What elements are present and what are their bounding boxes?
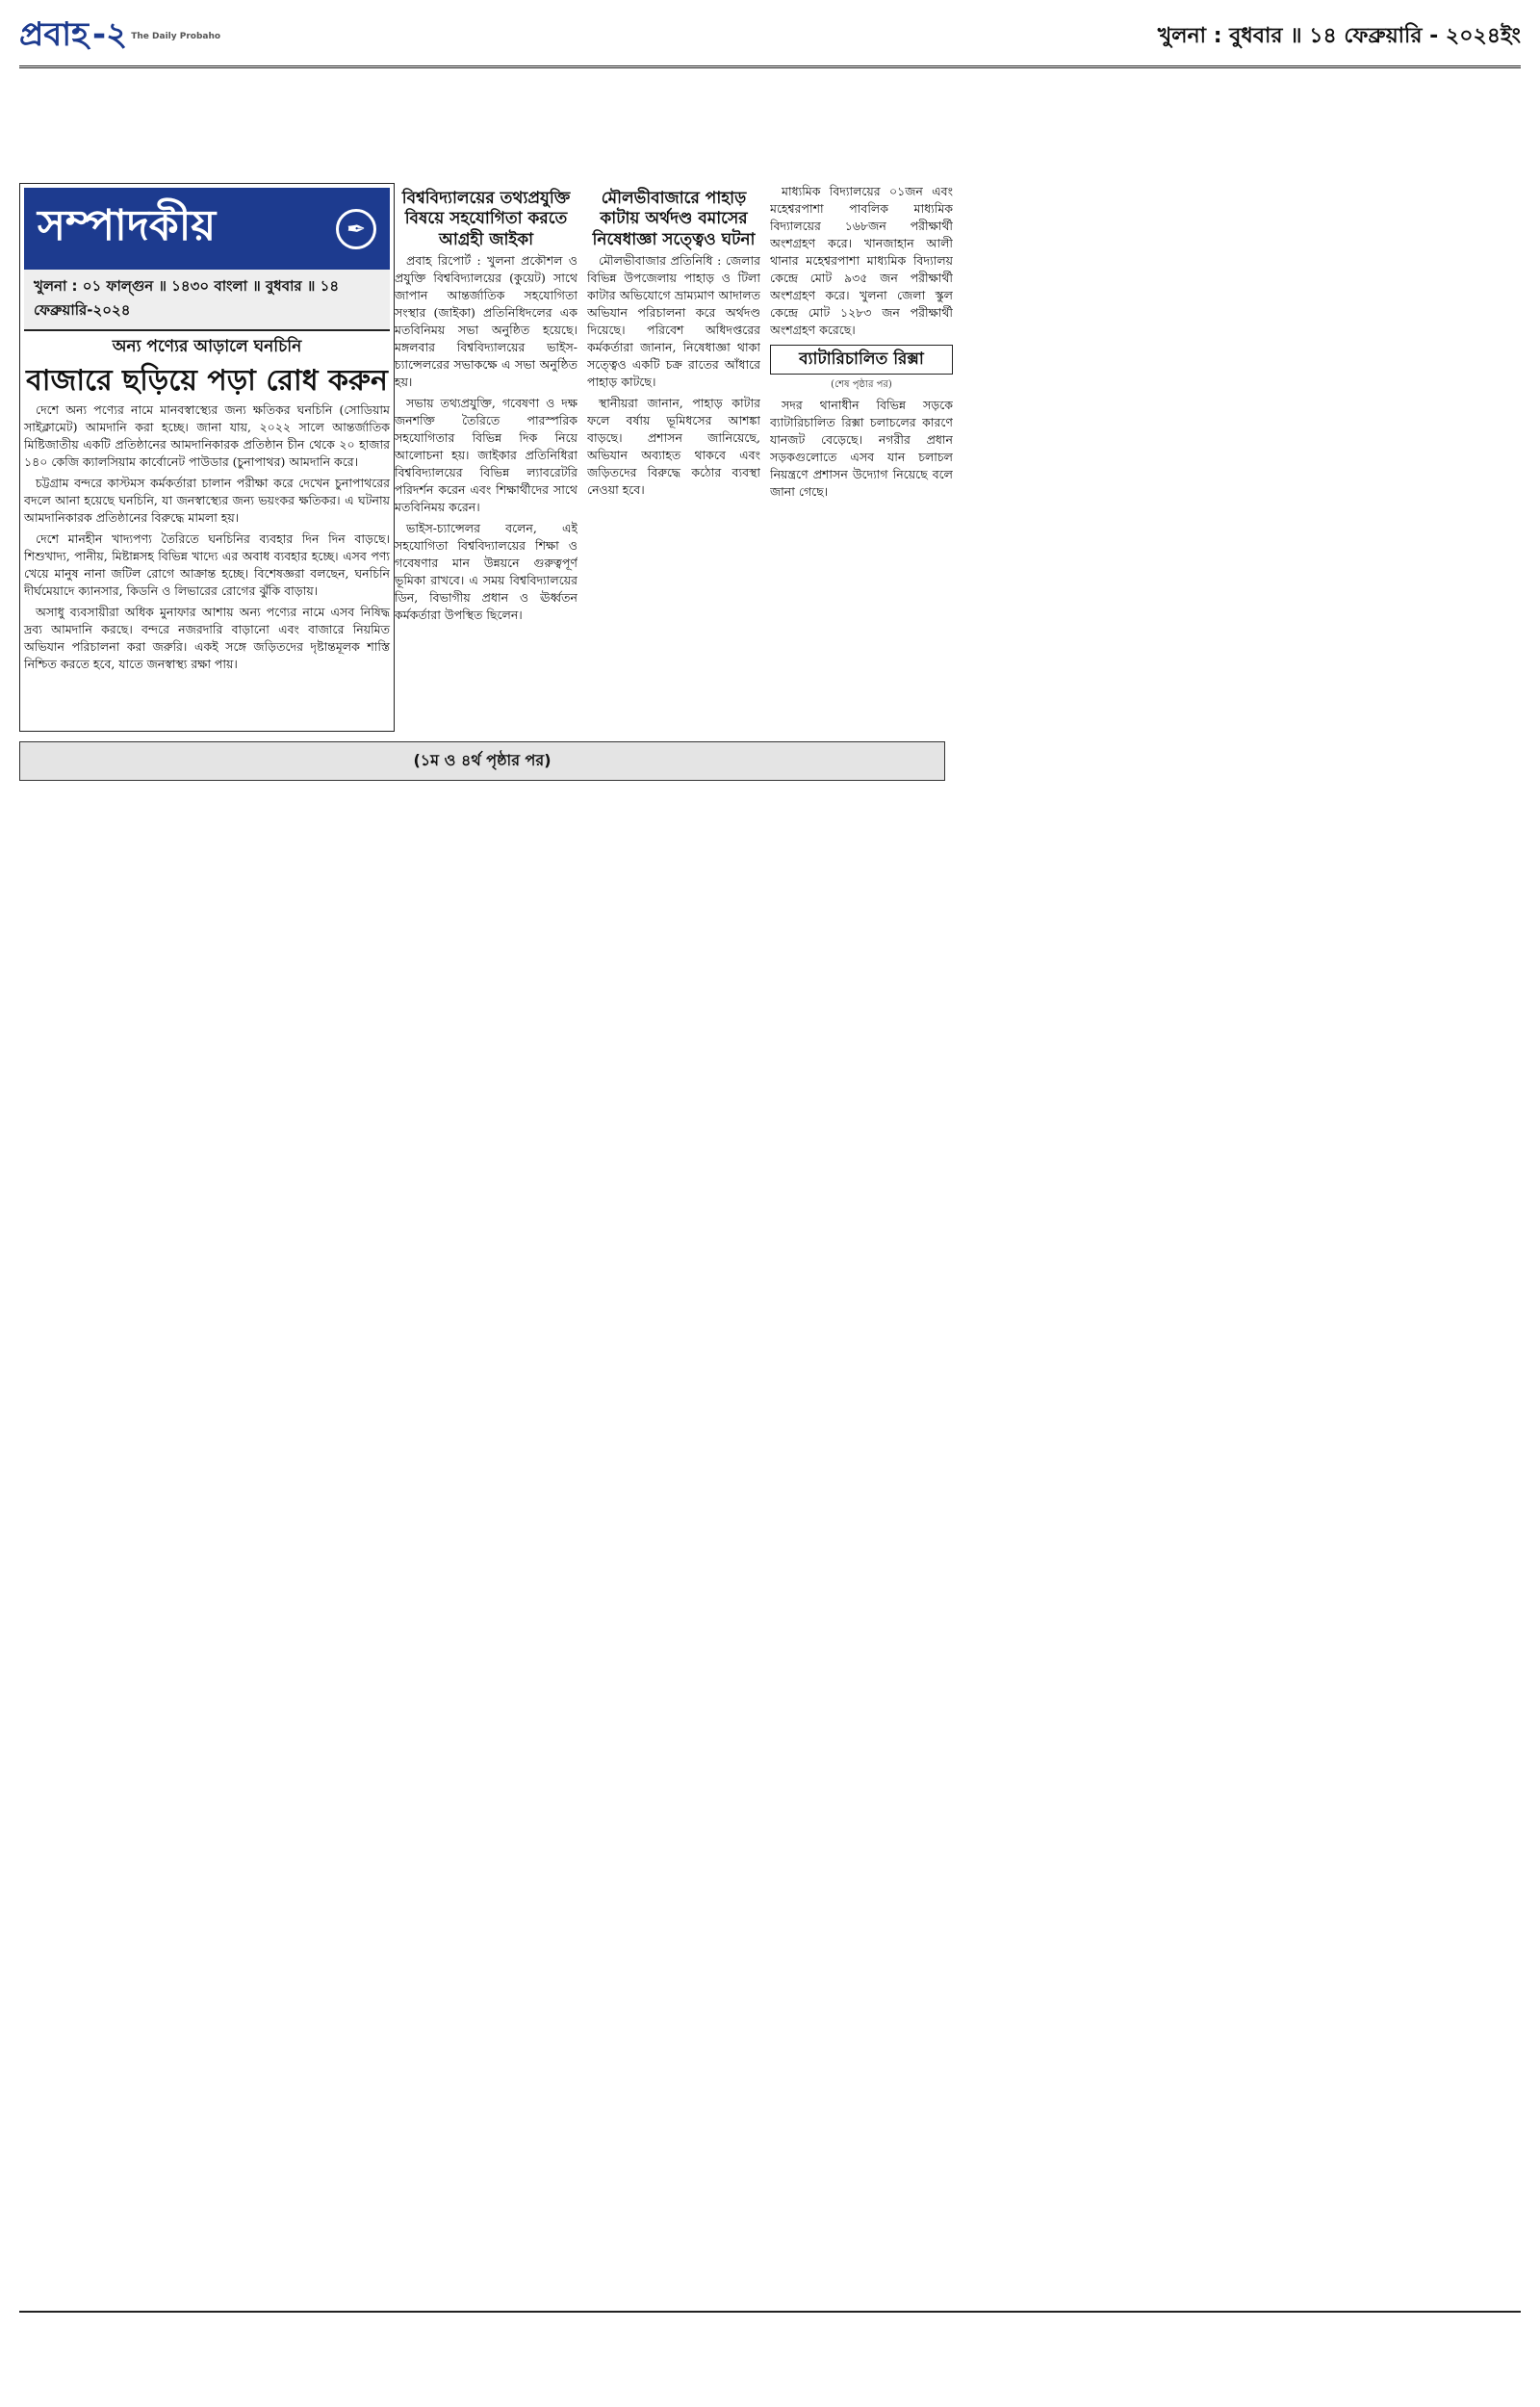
brand-logo: [19, 10, 220, 65]
paragraph: অসাধু ব্যবসায়ীরা অধিক মুনাফার আশায় অন্য পণ্যের নামে এসব নিষিদ্ধ দ্রব্য আমদানি করছে। বন্দরে নজরদারি বাড়ানো এবং বাজারে নিয়মিত অভিযান পরিচালনা করা জরুরি। একই সঙ্গে জড়িতদের দৃষ্টান্তমূলক শাস্তি নিশ্চিত করতে হবে, যাতে জনস্বাস্থ্য রক্ষা পায়।: [24, 604, 390, 671]
paragraph: দেশে মানহীন খাদ্যপণ্য তৈরিতে ঘনচিনির ব্যবহার দিন দিন বাড়ছে। শিশুখাদ্য, পানীয়, মিষ্টান্নসহ বিভিন্ন খাদ্যে এর অবাধ ব্যবহার হচ্ছে। এসব পণ্য খেয়ে মানুষ নানা জটিল রোগে আক্রান্ত হচ্ছে। বিশেষজ্ঞরা বলছেন, ঘনচিনি দীর্ঘমেয়াদে ক্যানসার, কিডনি ও লিভারের রোগের ঝুঁকি বাড়ায়।: [24, 531, 390, 598]
paragraph: চট্টগ্রাম বন্দরে কাস্টমস কর্মকর্তারা চালান পরীক্ষা করে দেখেন চুনাপাথরের বদলে আনা হয়েছে ঘনচিনি, যা জনস্বাস্থ্যের জন্য ভয়ংকর ক্ষতিকর। এ ঘটনায় আমদানিকারক প্রতিষ্ঠানের বিরুদ্ধে মামলা হয়।: [24, 475, 390, 525]
c5-sub: (শেষ পৃষ্ঠার পর): [831, 379, 892, 391]
editorial-box: [19, 183, 395, 732]
masthead: [19, 8, 1521, 68]
editorial-body: [24, 401, 390, 673]
c5-body: [770, 183, 953, 501]
editorial-headline: বাজারে ছড়িয়ে পড়া রোধ করুন: [26, 364, 388, 399]
paragraph: মৌলভীবাজার প্রতিনিধি : জেলার বিভিন্ন উপজেলায় পাহাড় ও টিলা কাটার অভিযোগে ভ্রাম্যমাণ আদালত অভিযান পরিচালনা করে অর্থদণ্ড দিয়েছে। পরিবেশ অধিদপ্তরের কর্মকর্তারা জানান, নিষেধাজ্ঞা থাকা সত্ত্বেও একটি চক্র রাতের আঁধারে পাহাড় কাটছে।: [587, 252, 760, 389]
story-b: [587, 183, 760, 722]
page-number: -২: [92, 14, 128, 54]
lead-story: [395, 183, 578, 722]
editorial-title: সম্পাদকীয়: [38, 201, 217, 250]
paragraph: প্রবাহ রিপোর্ট : খুলনা প্রকৌশল ও প্রযুক্তি বিশ্ববিদ্যালয়ের (কুয়েট) সাথে জাপান আন্তর্জাতিক সহযোগিতা সংস্থার (জাইকা) প্রতিনিধিদলের এক মতবিনিময় সভা অনুষ্ঠিত হয়েছে। মঙ্গলবার বিশ্ববিদ্যালয়ের ভাইস-চ্যান্সেলরের সভাকক্ষে এ সভা অনুষ্ঠিত হয়।: [395, 252, 578, 389]
paragraph: সভায় তথ্যপ্রযুক্তি, গবেষণা ও দক্ষ জনশক্তি তৈরিতে পারস্পরিক সহযোগিতার বিভিন্ন দিক নিয়ে আলোচনা হয়। জাইকার প্রতিনিধিরা বিশ্ববিদ্যালয়ের বিভিন্ন ল্যাবরেটরি পরিদর্শন করেন এবং শিক্ষার্থীদের সাথে মতবিনিময় করেন।: [395, 395, 578, 514]
paragraph: সদর থানাধীন বিভিন্ন সড়কে ব্যাটারিচালিত রিক্সা চলাচলের কারণে যানজট বেড়েছে। নগরীর প্রধান সড়কগুলোতে এসব যান চলাচল নিয়ন্ত্রণে প্রশাসন উদ্যোগ নিয়েছে বলে জানা গেছে।: [770, 398, 953, 500]
brand-name: প্রবাহ: [19, 14, 90, 54]
column-5: [770, 183, 953, 722]
story-b-headline: মৌলভীবাজারে পাহাড় কাটায় অর্থদণ্ড বমাসের নিষেধাজ্ঞা সত্ত্বেও ঘটনা: [592, 189, 756, 249]
paragraph: ভাইস-চ্যান্সেলর বলেন, এই সহযোগিতা বিশ্ববিদ্যালয়ের শিক্ষা ও গবেষণার মান উন্নয়নে গুরুত্বপূর্ণ ভূমিকা রাখবে। এ সময় বিশ্ববিদ্যালয়ের ডিন, বিভাগীয় প্রধান ও ঊর্ধ্বতন কর্মকর্তারা উপস্থিত ছিলেন।: [395, 520, 578, 622]
paragraph: স্থানীয়রা জানান, পাহাড় কাটার ফলে বর্ষায় ভূমিধসের আশঙ্কা বাড়ছে। প্রশাসন জানিয়েছে, অভিযান অব্যাহত থাকবে এবং জড়িতদের বিরুদ্ধে কঠোর ব্যবস্থা নেওয়া হবে।: [587, 395, 760, 497]
paragraph: মাধ্যমিক বিদ্যালয়ের ০১জন এবং মহেশ্বরপাশা পাবলিক মাধ্যমিক বিদ্যালয়ের ১৬৮জন পরীক্ষার্থী অংশগ্রহণ করে। খানজাহান আলী থানার মহেশ্বরপাশা মাধ্যমিক বিদ্যালয় কেন্দ্রে মোট ৯৩৫ জন পরীক্ষার্থী অংশগ্রহণ করে। খুলনা জেলা স্কুল কেন্দ্রে মোট ১২৮৩ জন পরীক্ষার্থী অংশগ্রহণ করেছে।: [770, 184, 953, 337]
editorial-kicker: অন্য পণ্যের আড়ালে ঘনচিনি: [112, 337, 302, 356]
paragraph: দেশে অন্য পণ্যের নামে মানবস্বাস্থ্যের জন্য ক্ষতিকর ঘনচিনি (সোডিয়াম সাইক্লামেট) আমদানি করা হচ্ছে। জানা যায়, ২০২২ সালে আন্তর্জাতিক মিষ্টিজাতীয় একটি প্রতিষ্ঠানের আমদানিকারক প্রতিষ্ঠান চীন থেকে ২০ হাজার ১৪০ কেজি ক্যালসিয়াম কার্বোনেট পাউডার (চুনাপাথর) আমদানি করে।: [24, 401, 390, 469]
lead-body: [395, 252, 578, 624]
editorial-date: খুলনা : ০১ ফাল্গুন ॥ ১৪৩০ বাংলা ॥ বুধবার ॥ ১৪ ফেব্রুয়ারি-২০২৪: [24, 270, 390, 331]
pen-nib-icon: ✒: [336, 209, 376, 249]
continued-banner: (১ম ও ৪র্থ পৃষ্ঠার পর): [19, 741, 945, 781]
story-b-body: [587, 252, 760, 499]
bottom-strip: [19, 2311, 1521, 2326]
dateline: খুলনা : বুধবার ॥ ১৪ ফেব্রুয়ারি - ২০২৪ইং: [1157, 23, 1521, 48]
c5-headline: ব্যাটারিচালিত রিক্সা: [770, 345, 953, 375]
brand-tagline: The Daily Probaho: [131, 32, 221, 41]
editorial-masthead: [24, 188, 390, 270]
lead-headline: বিশ্ববিদ্যালয়ের তথ্যপ্রযুক্তি বিষয়ে সহযোগিতা করতে আগ্রহী জাইকা: [401, 189, 571, 249]
